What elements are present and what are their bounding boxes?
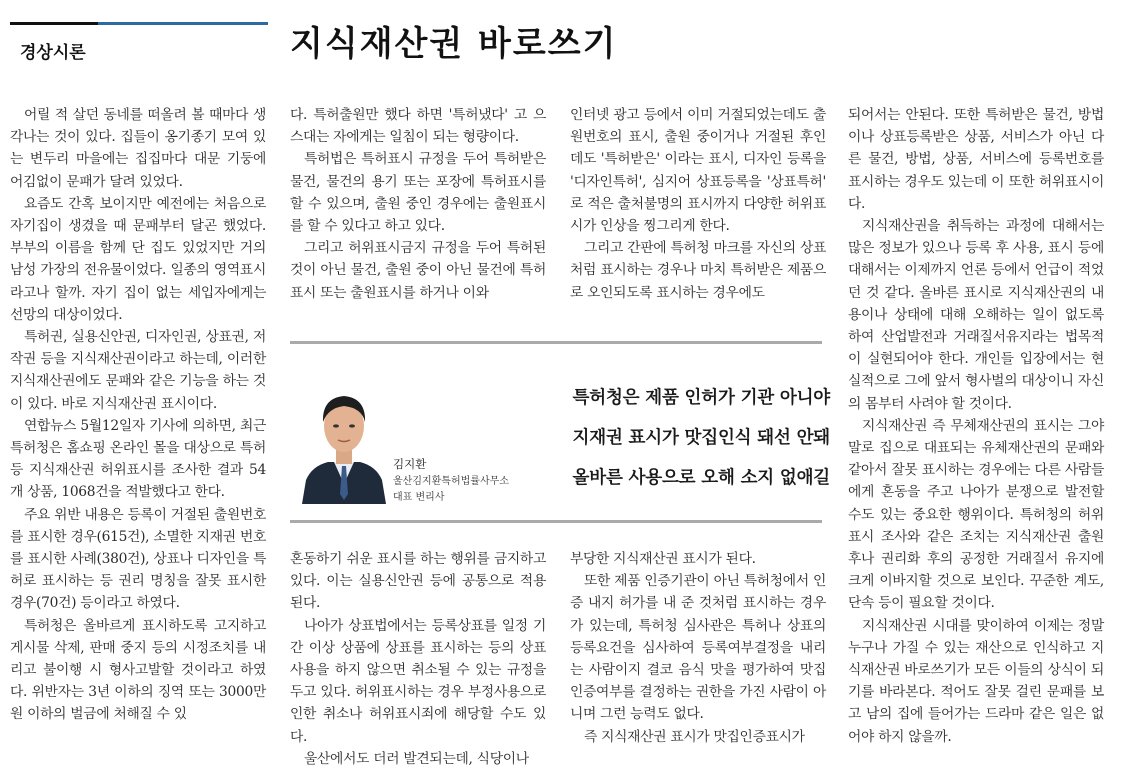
- paragraph: 특허권, 실용신안권, 디자인권, 상표권, 저작권 등을 지식재산권이라고 하는데, 이러한 지식재산권에도 문패와 같은 기능을 하는 것이 있다. 바로 지식재산권 표시이다.: [10, 329, 266, 412]
- article-column-1: [10, 104, 266, 726]
- article-column-2-top: [290, 104, 546, 304]
- paragraph: 요즘도 간혹 보이지만 예전에는 처음으로 자기집이 생겼을 때 문패부터 달곤 했었다. 부부의 이름을 함께 단 집도 있었지만 거의 남성 가장의 전유물이었다. 일종의 영역표시라고나 할까. 자기 집이 없는 세입자에게는 선망의 대상이었다.: [10, 195, 266, 323]
- pull-quote-line: 올바른 사용으로 오해 소지 없애길: [572, 468, 830, 488]
- paragraph: 주요 위반 내용은 등록이 거절된 출원번호를 표시한 경우(615건), 소멸한 지재권 번호를 표시한 사례(380건), 상표나 디자인을 특허로 표시하는 등 권리 명칭을 잘못 표시한 경우(70건) 등이라고 하였다.: [10, 506, 266, 612]
- pull-quote-line: 지재권 표시가 맛집인식 돼선 안돼: [572, 428, 830, 448]
- pullquote-top-rule: [290, 341, 822, 344]
- author-affiliation-line1: 울산김지환특허법률사무소: [393, 476, 509, 487]
- paragraph: 지식재산권을 취득하는 과정에 대해서는 많은 정보가 있으나 등록 후 사용, 표시 등에 대해서는 이제까지 언론 등에서 언급이 적었던 것 같다. 올바른 표시로 지식재산권의 내용이나 상태에 대해 오해하는 일이 없도록 하여 산업발전과 거래질서유지라는 법목적이 실현되어야 한다. 개인들 입장에서는 현실적으로 그에 앞서 형사벌의 대상이니 자신의 몸부터 사려야 할 것이다.: [848, 218, 1104, 412]
- paragraph: 연합뉴스 5월12일자 기사에 의하면, 최근 특허청은 홈쇼핑 온라인 몰을 대상으로 특허 등 지식재산권 허위표시를 조사한 결과 54개 상품, 1068건을 적발했다고 한다.: [10, 417, 266, 501]
- article-column-3-top: [570, 104, 826, 304]
- paragraph: 즉 지식재산권 표시가 맛집인증표시가: [584, 728, 805, 745]
- paragraph: 또한 제품 인증기관이 아닌 특허청에서 인증 내지 허가를 내 준 것처럼 표시하는 경우가 있는데, 특허청 심사관은 특허나 상표의 등록요건을 심사하여 등록여부결정을 내리는 사람이지 결코 음식 맛을 평가하여 맛집 인증여부를 결정하는 권한을 가진 사람이 아니며 그런 능력도 없다.: [570, 573, 826, 723]
- section-rule-accent: [98, 22, 268, 25]
- paragraph: 지식재산권 즉 무체재산권의 표시는 그야말로 집으로 대표되는 유체재산권의 문패와 같아서 잘못 표시하는 경우에는 다른 사람들에게 혼동을 주고 나아가 분쟁으로 발전할 수도 있는 중요한 행위이다. 특허청의 허위표시 조사와 같은 조치는 지식재산권 출원 후나 권리화 후의 공정한 거래질서 유지에 크게 이바지할 것으로 보인다. 꾸준한 계도, 단속 등이 필요할 것이다.: [848, 417, 1104, 612]
- paragraph: 그리고 허위표시금지 규정을 두어 특허된 것이 아닌 물건, 출원 중이 아닌 물건에 특허표시 또는 출원표시를 하거나 이와: [290, 240, 546, 301]
- paragraph: 인터넷 광고 등에서 이미 거절되었는데도 출원번호의 표시, 출원 중이거나 거절된 후인데도 '특허받은' 이라는 표시, 디자인 등록을 '디자인특허', 심지어 상표등록을 '상표특허' 로 적은 출처불명의 표시까지 다양한 허위표시가 인상을 찡그리게 한다.: [570, 107, 826, 235]
- pull-quote-line: 특허청은 제품 인허가 기관 아니야: [572, 388, 830, 408]
- pull-quote: [540, 378, 830, 498]
- author-affiliation: [393, 474, 509, 506]
- section-label: 경상시론: [20, 43, 86, 63]
- paragraph: 울산에서도 더러 발견되는데, 식당이나: [304, 750, 529, 767]
- article-column-2-bottom: [290, 548, 546, 770]
- paragraph: 되어서는 안된다. 또한 특허받은 물건, 방법이나 상표등록받은 상품, 서비스가 아닌 다른 물건, 방법, 상품, 서비스에 등록번호를 표시하는 경우도 있는데 이 또한 허위표시이다.: [848, 107, 1104, 212]
- paragraph: 특허청은 올바르게 표시하도록 고지하고 게시물 삭제, 판매 중지 등의 시정조치를 내리고 불이행 시 형사고발할 것이라고 하였다. 위반자는 3년 이하의 징역 또는 3000만원 이하의 벌금에 처해질 수 있: [10, 617, 266, 723]
- paragraph: 부당한 지식재산권 표시가 된다.: [570, 551, 756, 567]
- article-column-3-bottom: [570, 548, 826, 748]
- paragraph: 혼동하기 쉬운 표시를 하는 행위를 금지하고 있다. 이는 실용신안권 등에 공통으로 적용된다.: [290, 551, 546, 612]
- paragraph: 다. 특허출원만 했다 하면 '특허냈다' 고 으스대는 자에게는 일침이 되는 형량이다.: [290, 107, 546, 146]
- paragraph: 지식재산권 시대를 맞이하여 이제는 정말 누구나 가질 수 있는 재산으로 인식하고 지식재산권 바로쓰기가 모든 이들의 상식이 되기를 바라본다. 적어도 잘못 걸린 문패를 보고 남의 집에 들어가는 드라마 같은 일은 없어야 하지 않을까.: [848, 617, 1104, 745]
- article-column-4: [848, 104, 1104, 748]
- paragraph: 나아가 상표법에서는 등록상표를 일정 기간 이상 상품에 상표를 표시하는 등의 상표 사용을 하지 않으면 취소될 수 있는 규정을 두고 있다. 허위표시하는 경우 부정사용으로 인한 취소나 허위표시죄에 해당할 수도 있다.: [290, 617, 546, 745]
- paragraph: 그리고 간판에 특허청 마크를 자신의 상표처럼 표시하는 경우나 마치 특허받은 제품으로 오인되도록 표시하는 경우에도: [570, 240, 826, 301]
- paragraph: 어릴 적 살던 동네를 떠올려 볼 때마다 생각나는 것이 있다. 집들이 옹기종기 모여 있는 변두리 마을에는 집집마다 대문 기둥에 어김없이 문패가 달려 있었다.: [10, 107, 266, 190]
- author-photo: [298, 372, 390, 504]
- paragraph: 특허법은 특허표시 규정을 두어 특허받은 물건, 물건의 용기 또는 포장에 특허표시를 할 수 있으며, 출원 중인 경우에는 출원표시를 할 수 있다고 하고 있다.: [290, 151, 546, 235]
- headline: 지식재산권 바로쓰기: [290, 24, 618, 64]
- author-affiliation-line2: 대표 변리사: [393, 492, 445, 503]
- author-name: 김지환: [393, 457, 427, 471]
- pullquote-bottom-rule: [290, 520, 822, 523]
